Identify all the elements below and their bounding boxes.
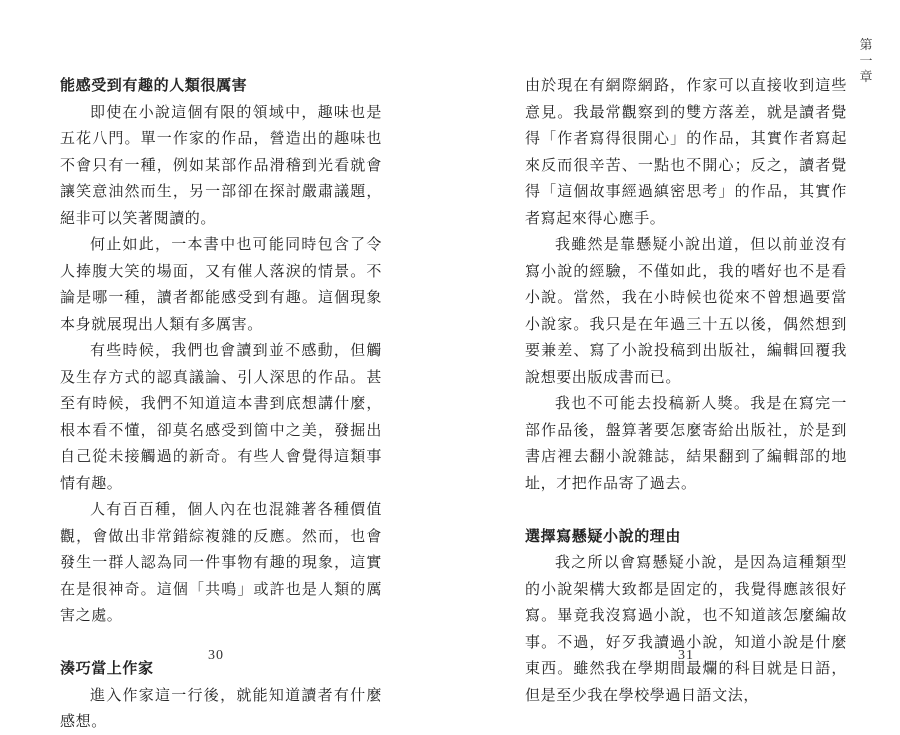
chapter-tab-char: 一 [859,54,873,69]
paragraph: 有些時候，我們也會讀到並不感動，但觸及生存方式的認真議論、引人深思的作品。甚至有時候，我們不知道這本書到底想講什麼，根本看不懂，卻莫名感受到箇中之美，發掘出自己從未接觸過的新奇。有些人會覺得這類事情有趣。 [60,341,382,492]
left-page [0,0,450,730]
paragraph: 我也不可能去投稿新人獎。我是在寫完一部作品後，盤算著要怎麼寄給出版社，於是到書店裡去翻小說雜誌，結果翻到了編輯部的地址，才把作品寄了過去。 [525,394,847,492]
left-page-content [60,72,382,735]
paragraph: 我雖然是靠懸疑小說出道，但以前並沒有寫小說的經驗，不僅如此，我的嗜好也不是看小說。當然，我在小時候也從來不曾想過要當小說家。我只是在年過三十五以後，偶然想到要兼差、寫了小說投稿到出版社，編輯回覆我說想要出版成書而已。 [525,235,847,386]
chapter-tab-char: 第 [859,38,873,53]
page-number-left: 30 [208,648,224,663]
paragraph: 即使在小說這個有限的領域中，趣味也是五花八門。單一作家的作品，營造出的趣味也不會只有一種，例如某部作品滑稽到光看就會讓笑意油然而生，另一部卻在探討嚴肅議題，絕非可以笑著閱讀的。 [60,102,382,227]
paragraph: 我之所以會寫懸疑小說，是因為這種類型的小說架構大致都是固定的，我覺得應該很好寫。畢竟我沒寫過小說，也不知道該怎麼編故事。不過，好歹我讀過小說，知道小說是什麼東西。雖然我在學期間最爛的科目就是日語，但是至少我在學校學過日語文法， [525,553,847,704]
paragraph: 進入作家這一行後，就能知道讀者有什麼感想。 [60,685,382,730]
paragraph-continuation: 由於現在有網際網路，作家可以直接收到這些意見。我最常觀察到的雙方落差，就是讀者覺得「作者寫得很開心」的作品，其實作者寫起來反而很辛苦、一點也不開心；反之，讀者覺得「這個故事經過縝密思考」的作品，其實作者寫起來得心應手。 [525,76,847,227]
right-page-content [525,72,847,708]
section-heading-becoming-writer: 湊巧當上作家 [60,659,154,677]
chapter-tab [858,38,874,86]
section-spacer [525,496,847,523]
chapter-tab-char: 章 [859,70,873,85]
paragraph: 何止如此，一本書中也可能同時包含了令人捧腹大笑的場面，又有催人落淚的情景。不論是哪一種，讀者都能感受到有趣。這個現象本身就展現出人類有多厲害。 [60,235,382,333]
page-number-right: 31 [678,648,694,663]
section-heading-interesting-humans: 能感受到有趣的人類很厲害 [60,76,248,94]
right-page [450,0,900,712]
section-heading-why-mystery: 選擇寫懸疑小說的理由 [525,526,682,545]
paragraph: 人有百百種，個人內在也混雜著各種價值觀，會做出非常錯綜複雜的反應。然而，也會發生一群人認為同一件事物有趣的現象，這實在是很神奇。這個「共鳴」或許也是人類的厲害之處。 [60,500,382,624]
